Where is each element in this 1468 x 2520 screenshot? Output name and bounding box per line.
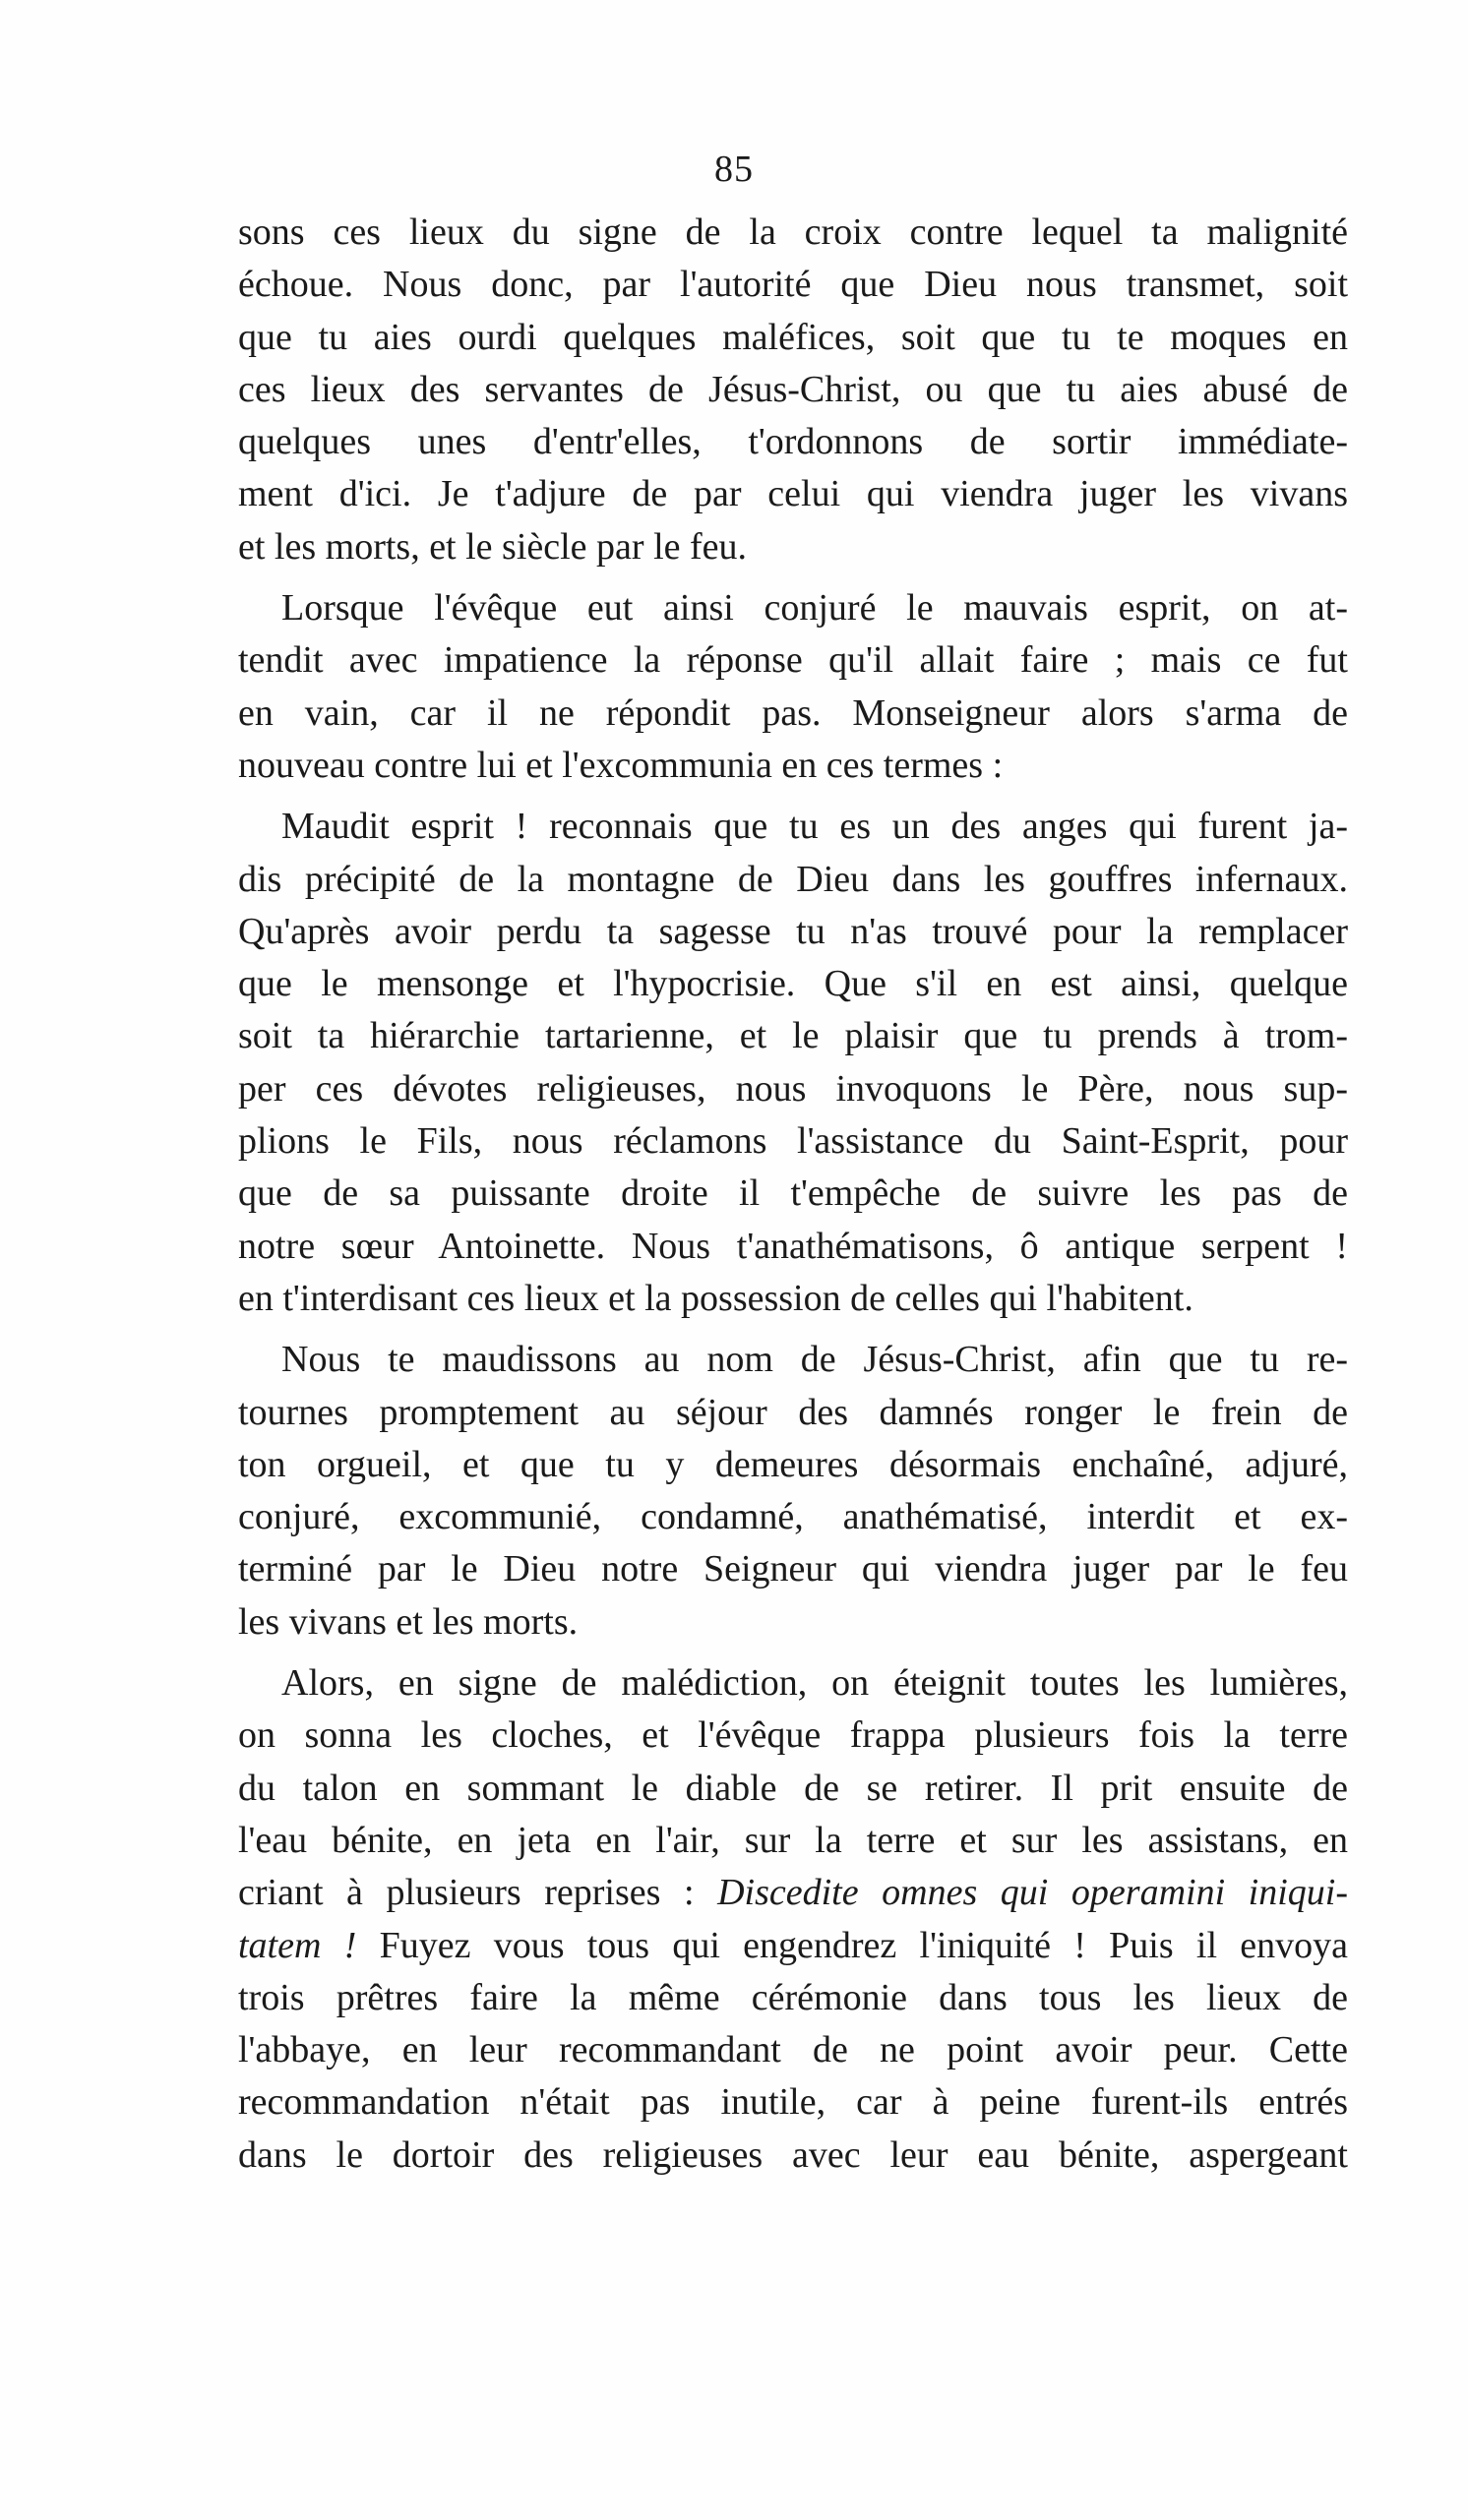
text-line: échoue. Nous donc, par l'autorité que Dieu nous transmet, soit: [238, 264, 1348, 306]
paragraph-start: Alors, en signe de malédiction, on éteignit toutes les lumières,: [281, 1662, 1348, 1705]
text-line: per ces dévotes religieuses, nous invoquons le Père, nous sup-: [238, 1067, 1348, 1110]
text-line: notre sœur Antoinette. Nous t'anathématisons, ô antique serpent !: [238, 1225, 1348, 1267]
text-line: soit ta hiérarchie tartarienne, et le plaisir que tu prends à trom-: [238, 1015, 1348, 1057]
text-line: [238, 1867, 1348, 1919]
text-line: recommandation n'était pas inutile, car à peine furent-ils entrés: [238, 2081, 1348, 2124]
text-line: que le mensonge et l'hypocrisie. Que s'il en est ainsi, quelque: [238, 963, 1348, 1005]
text-line: tendit avec impatience la réponse qu'il allait faire ; mais ce fut: [238, 639, 1348, 682]
text-line: conjuré, excommunié, condamné, anathématisé, interdit et ex-: [238, 1496, 1348, 1538]
text-line: ton orgueil, et que tu y demeures désormais enchaîné, adjuré,: [238, 1443, 1348, 1485]
text-line: terminé par le Dieu notre Seigneur qui viendra juger par le feu: [238, 1548, 1348, 1590]
paragraph-start: Nous te maudissons au nom de Jésus-Christ, afin que tu re-: [281, 1339, 1348, 1381]
paragraph-start: Maudit esprit ! reconnais que tu es un des anges qui furent ja-: [281, 806, 1348, 848]
text-line: trois prêtres faire la même cérémonie dans tous les lieux de: [238, 1976, 1348, 2018]
text-line: dans le dortoir des religieuses avec leur eau bénite, aspergeant: [238, 2133, 1348, 2176]
text-line: ment d'ici. Je t'adjure de par celui qui viendra juger les vivans: [238, 473, 1348, 515]
text-line: que tu aies ourdi quelques maléfices, soit que tu te moques en: [238, 316, 1348, 358]
text-segment: criant à plusieurs reprises :: [238, 1872, 695, 1914]
page-number: 85: [714, 149, 754, 190]
body-text: [238, 207, 1348, 2182]
text-line: l'abbaye, en leur recommandant de ne point avoir peur. Cette: [238, 2029, 1348, 2071]
text-line: Qu'après avoir perdu ta sagesse tu n'as trouvé pour la remplacer: [238, 910, 1348, 952]
text-line: et les morts, et le siècle par le feu.: [238, 525, 748, 568]
text-line: les vivans et les morts.: [238, 1600, 579, 1643]
text-line: sons ces lieux du signe de la croix contre lequel ta malignité: [238, 211, 1348, 253]
text-line: en t'interdisant ces lieux et la possession de celles qui l'habitent.: [238, 1277, 1193, 1319]
text-line: que de sa puissante droite il t'empêche de suivre les pas de: [238, 1172, 1348, 1215]
text-line: en vain, car il ne répondit pas. Monseigneur alors s'arma de: [238, 691, 1348, 734]
text-line: plions le Fils, nous réclamons l'assistance du Saint-Esprit, pour: [238, 1120, 1348, 1163]
text-line: [238, 1920, 1348, 1972]
latin-quote: Discedite omnes qui operamini iniqui-: [717, 1872, 1349, 1914]
text-line: ces lieux des servantes de Jésus-Christ, ou que tu aies abusé de: [238, 368, 1348, 410]
text-line: nouveau contre lui et l'excommunia en ces termes :: [238, 744, 1004, 786]
text-line: tournes promptement au séjour des damnés ronger le frein de: [238, 1391, 1348, 1433]
text-line: quelques unes d'entr'elles, t'ordonnons de sortir immédiate-: [238, 421, 1348, 463]
text-line: du talon en sommant le diable de se retirer. Il prit ensuite de: [238, 1767, 1348, 1809]
paragraph-start: Lorsque l'évêque eut ainsi conjuré le mauvais esprit, on at-: [281, 587, 1348, 630]
text-segment: Fuyez vous tous qui engendrez l'iniquité ! Puis il envoya: [379, 1924, 1348, 1966]
text-line: dis précipité de la montagne de Dieu dans les gouffres infernaux.: [238, 858, 1348, 900]
text-line: on sonna les cloches, et l'évêque frappa plusieurs fois la terre: [238, 1714, 1348, 1757]
latin-quote: tatem !: [238, 1924, 357, 1966]
text-line: l'eau bénite, en jeta en l'air, sur la terre et sur les assistans, en: [238, 1819, 1348, 1861]
